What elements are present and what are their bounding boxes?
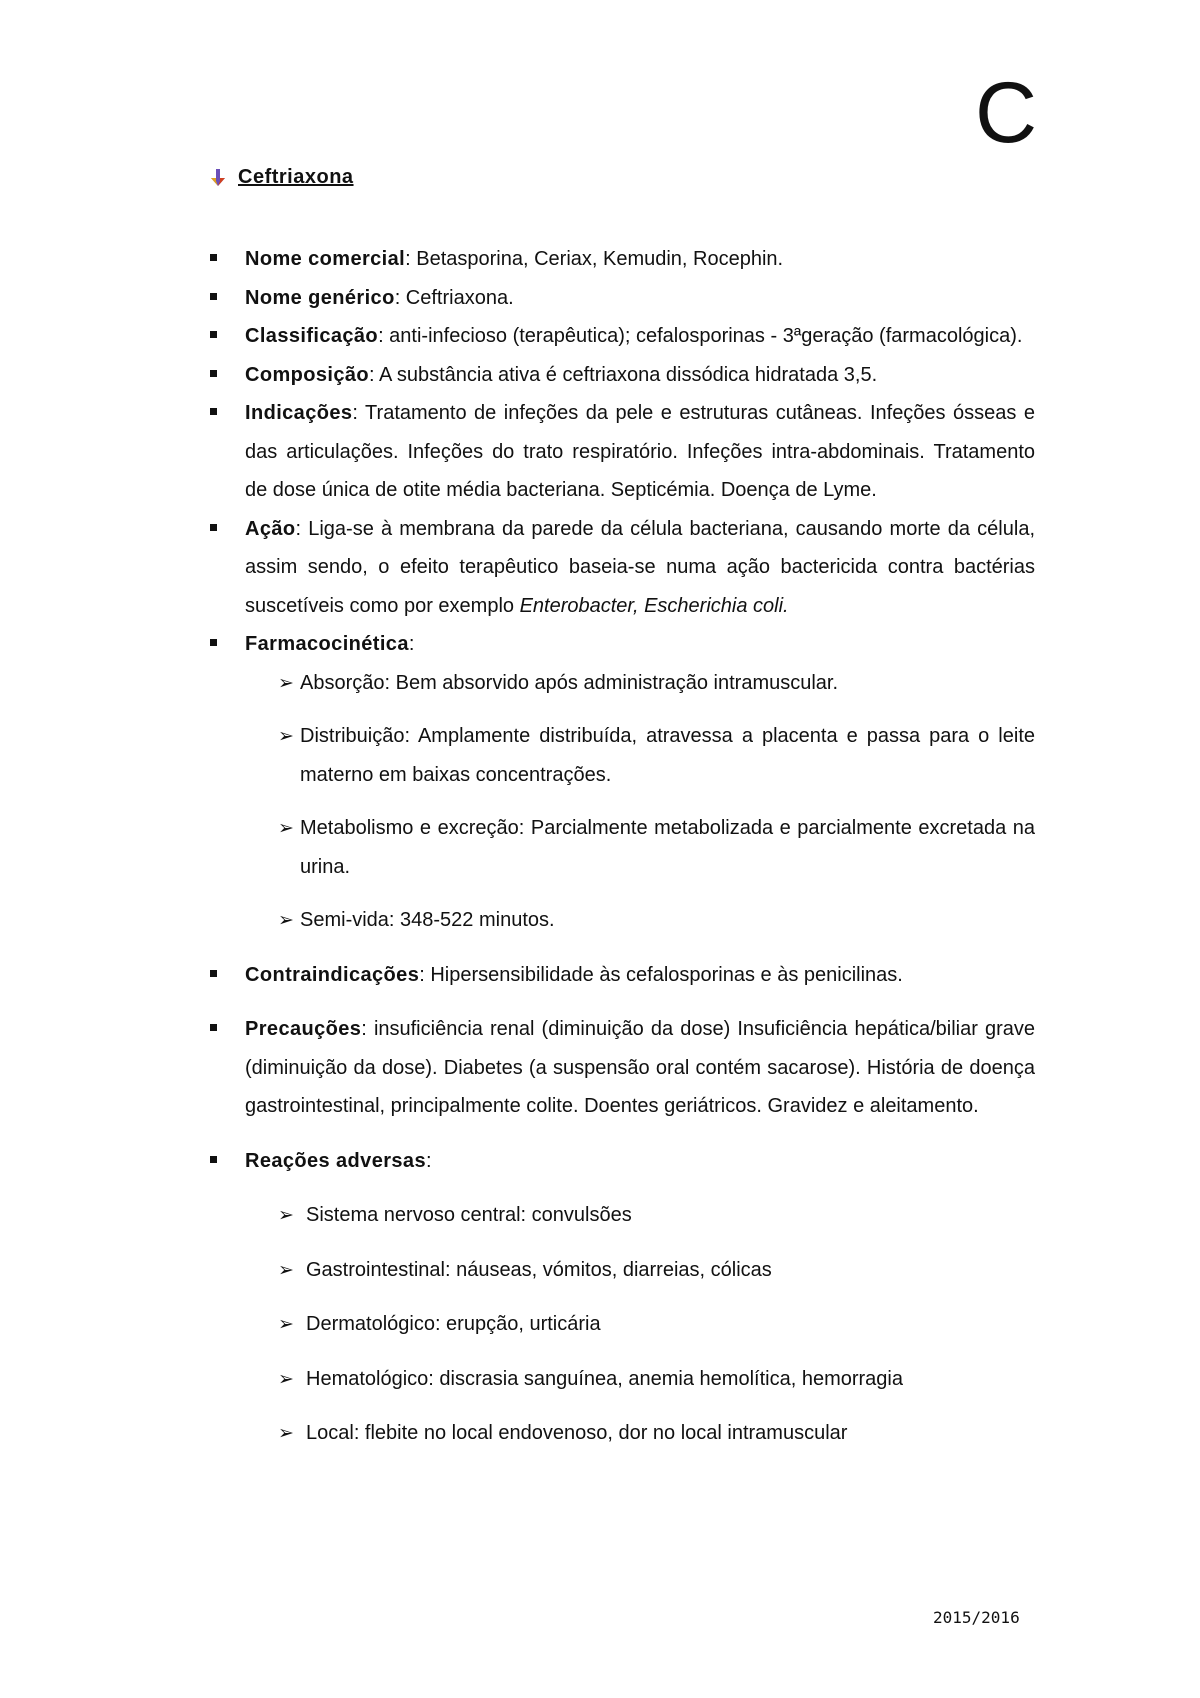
square-bullet-icon: [210, 524, 217, 531]
list-item: [210, 1010, 1035, 1126]
arrow-bullet-icon: ➢: [278, 817, 294, 839]
sub-item-text: Gastrointestinal: náuseas, vómitos, diarreias, cólicas: [306, 1258, 772, 1281]
square-bullet-icon: [210, 1024, 217, 1031]
item-label: Composição: [245, 363, 370, 386]
list-item: [210, 510, 1035, 626]
sub-item: [210, 901, 1035, 940]
sub-item: [210, 717, 1035, 794]
arrow-bullet-icon: ➢: [278, 909, 294, 931]
square-bullet-icon: [210, 1156, 217, 1163]
arrow-bullet-icon: ➢: [278, 1422, 294, 1444]
list-item: [210, 356, 1035, 395]
item-text: : Ceftriaxona.: [394, 286, 514, 309]
item-label: Contraindicações: [245, 963, 420, 986]
sub-item-text: Dermatológico: erupção, urticária: [306, 1313, 601, 1335]
arrow-bullet-icon: ➢: [278, 725, 294, 747]
square-bullet-icon: [210, 331, 217, 338]
arrow-bullet-icon: ➢: [278, 1367, 294, 1390]
sub-item-text: Hematológico: discrasia sanguínea, anemia hemolítica, hemorragia: [306, 1367, 903, 1390]
square-bullet-icon: [210, 254, 217, 261]
sub-item-text: Semi-vida: 348-522 minutos.: [300, 909, 555, 931]
list-item: [210, 317, 1035, 356]
section-title: [210, 166, 354, 189]
list-item: [210, 956, 1035, 995]
item-text: : Tratamento de infeções da pele e estruturas cutâneas. Infeções ósseas e das articulações. Infeções do trato respiratório. Infeções intra-abdominais. Tratamento de dose única de otite média bacteriana. Septicémia. Doença de Lyme.: [245, 402, 1035, 501]
list-item: [210, 279, 1035, 318]
arrow-bullet-icon: [210, 169, 226, 187]
item-label: Reações adversas: [245, 1149, 426, 1172]
sub-item-text: Sistema nervoso central: convulsões: [306, 1204, 632, 1226]
sub-item: [210, 809, 1035, 886]
square-bullet-icon: [210, 970, 217, 977]
item-label: Precauções: [245, 1018, 362, 1040]
item-label: Nome genérico: [245, 286, 395, 309]
sub-item: [210, 1196, 1035, 1235]
square-bullet-icon: [210, 370, 217, 377]
adverse-reactions-sublist: [210, 1196, 1035, 1453]
list-item: [210, 240, 1035, 279]
square-bullet-icon: [210, 408, 217, 415]
sub-item-text: Absorção: Bem absorvido após administração intramuscular.: [300, 671, 839, 694]
list-item: [210, 1142, 1035, 1181]
sub-item: [210, 1360, 1035, 1399]
item-label: Classificação: [245, 325, 379, 347]
list-item: [210, 394, 1035, 510]
item-text: :: [408, 633, 415, 655]
title-text: Ceftriaxona: [238, 166, 354, 188]
item-label: Indicações: [245, 402, 353, 424]
arrow-bullet-icon: ➢: [278, 1258, 294, 1281]
arrow-bullet-icon: ➢: [278, 671, 294, 694]
page-footer-year: 2015/2016: [933, 1608, 1020, 1627]
square-bullet-icon: [210, 639, 217, 646]
item-text: : Betasporina, Ceriax, Kemudin, Rocephin.: [405, 248, 784, 270]
sub-item: [210, 1251, 1035, 1290]
item-label: Ação: [245, 517, 296, 540]
item-italic-text: Enterobacter, Escherichia coli.: [519, 594, 789, 617]
arrow-bullet-icon: ➢: [278, 1204, 294, 1226]
item-text: : Hipersensibilidade às cefalosporinas e às penicilinas.: [419, 963, 903, 986]
drug-info-list: [210, 240, 1035, 1453]
item-text: : A substância ativa é ceftriaxona dissódica hidratada 3,5.: [369, 363, 878, 386]
sub-item-text: Metabolismo e excreção: Parcialmente metabolizada e parcialmente excretada na urina.: [300, 817, 1035, 878]
sub-item-text: Distribuição: Amplamente distribuída, atravessa a placenta e passa para o leite materno em baixas concentrações.: [300, 725, 1035, 786]
sub-item: [210, 1414, 1035, 1453]
sub-item-text: Local: flebite no local endovenoso, dor no local intramuscular: [306, 1422, 848, 1444]
item-text: : insuficiência renal (diminuição da dose) Insuficiência hepática/biliar grave (diminuição da dose). Diabetes (a suspensão oral contém sacarose). História de doença gastrointestinal, principalmente colite. Doentes geriátricos. Gravidez e aleitamento.: [245, 1018, 1035, 1117]
item-text: :: [425, 1149, 432, 1172]
sub-item: [210, 664, 1035, 703]
square-bullet-icon: [210, 293, 217, 300]
item-text: : Liga-se à membrana da parede da célula bacteriana, causando morte da célula, assim sendo, o efeito terapêutico baseia-se numa ação bactericida contra bactérias suscetíveis como por exemplo: [245, 517, 1035, 617]
item-label: Farmacocinética: [245, 633, 409, 655]
corner-letter: C: [975, 65, 1038, 161]
list-item: [210, 625, 1035, 664]
item-label: Nome comercial: [245, 248, 406, 270]
arrow-bullet-icon: ➢: [278, 1313, 294, 1335]
sub-item: [210, 1305, 1035, 1344]
pharmacokinetics-sublist: [210, 664, 1035, 940]
item-text: : anti-infecioso (terapêutica); cefalosporinas - 3ªgeração (farmacológica).: [378, 325, 1023, 347]
